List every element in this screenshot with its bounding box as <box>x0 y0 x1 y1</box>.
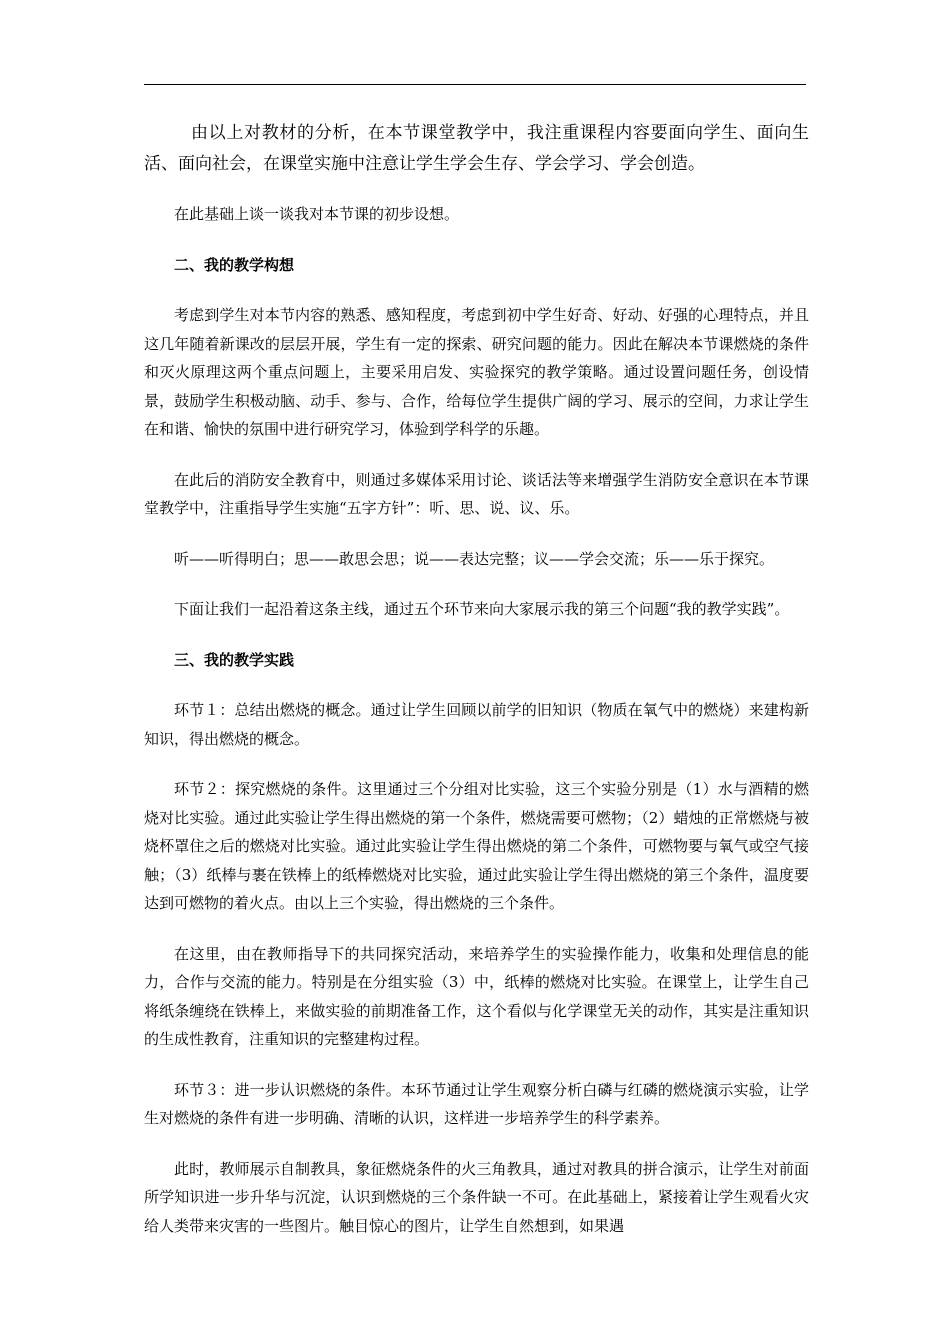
paragraph-fire-triangle: 此时，教师展示自制教具，象征燃烧条件的火三角教具，通过对教具的拼合演示，让学生对前面所学知识进一步升华与沉淀，认识到燃烧的三个条件缺一不可。在此基础上，紧接着让学生观看火灾给人类带来灾害的一些图片。触目惊心的图片，让学生自然想到，如果遇 <box>144 1159 809 1235</box>
paragraph-transition: 下面让我们一起沿着这条主线，通过五个环节来向大家展示我的第三个问题“我的教学实践”。 <box>174 600 790 618</box>
header-rule <box>144 84 806 85</box>
paragraph-basis: 在此基础上谈一谈我对本节课的初步设想。 <box>174 205 460 223</box>
paragraph-stage-2: 环节２：探究燃烧的条件。这里通过三个分组对比实验，这三个实验分别是（1）水与酒精的燃烧对比实验。通过此实验让学生得出燃烧的第一个条件，燃烧需要可燃物；（2）蜡烛的正常燃烧与被烧杯罩住之后的燃烧对比实验。通过此实验让学生得出燃烧的第二个条件，可燃物要与氧气或空气接触；（3）纸棒与裹在铁棒上的纸棒燃烧对比实验，通过此实验让学生得出燃烧的第三个条件，温度要达到可燃物的着火点。由以上三个实验，得出燃烧的三个条件。 <box>144 780 809 912</box>
paragraph-stage-3: 环节３：进一步认识燃烧的条件。本环节通过让学生观察分析白磷与红磷的燃烧演示实验，让学生对燃烧的条件有进一步明确、清晰的认识，这样进一步培养学生的科学素养。 <box>144 1080 809 1127</box>
paragraph-teaching-strategy: 考虑到学生对本节内容的熟悉、感知程度，考虑到初中学生好奇、好动、好强的心理特点，并且这几年随着新课改的层层开展，学生有一定的探索、研究问题的能力。因此在解决本节课燃烧的条件和灭火原理这两个重点问题上，主要采用启发、实验探究的教学策略。通过设置问题任务，创设情景，鼓励学生积极动脑、动手、参与、合作，给每位学生提供广阔的学习、展示的空间，力求让学生在和谐、愉快的氛围中进行研究学习，体验到学科学的乐趣。 <box>144 306 809 438</box>
section-heading-teaching-concept: 二、我的教学构想 <box>174 255 295 274</box>
document-body <box>144 118 809 1240</box>
section-heading-teaching-practice: 三、我的教学实践 <box>174 650 295 669</box>
paragraph-stage-2-commentary: 在这里，由在教师指导下的共同探究活动，来培养学生的实验操作能力，收集和处理信息的能力，合作与交流的能力。特别是在分组实验（3）中，纸棒的燃烧对比实验。在课堂上，让学生自己将纸条缠绕在铁棒上，来做实验的前期准备工作，这个看似与化学课堂无关的动作，其实是注重知识的生成性教育，注重知识的完整建构过程。 <box>144 944 809 1048</box>
paragraph-five-principles: 听——听得明白；思——敢思会思；说——表达完整；议——学会交流；乐——乐于探究。 <box>174 549 775 568</box>
paragraph-fire-safety: 在此后的消防安全教育中，则通过多媒体采用讨论、谈话法等来增强学生消防安全意识在本节课堂教学中，注重指导学生实施“五字方针”：听、思、说、议、乐。 <box>144 470 809 517</box>
paragraph-intro: 由以上对教材的分析，在本节课堂教学中，我注重课程内容要面向学生、面向生活、面向社会，在课堂实施中注意让学生学会生存、学会学习、学会创造。 <box>144 123 809 174</box>
paragraph-stage-1: 环节１：总结出燃烧的概念。通过让学生回顾以前学的旧知识（物质在氧气中的燃烧）来建构新知识，得出燃烧的概念。 <box>144 701 809 748</box>
